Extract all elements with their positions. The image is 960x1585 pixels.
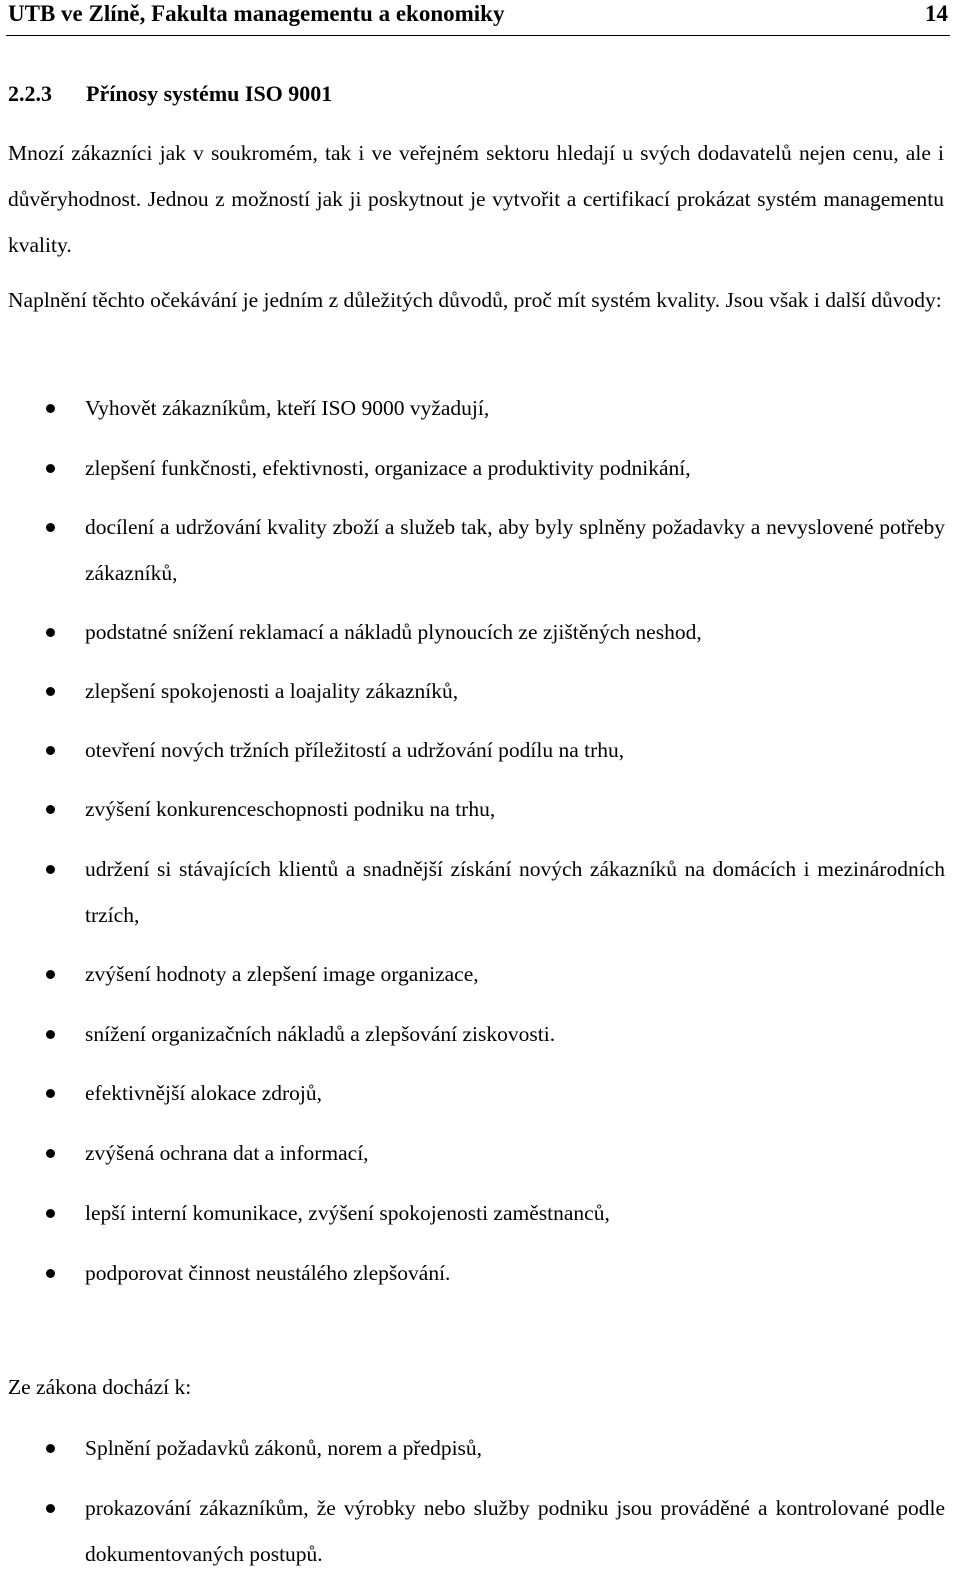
reasons-intro-paragraph: Naplnění těchto očekávání je jedním z důležitých důvodů, proč mít systém kvality. Jsou však i další důvody: [8, 288, 942, 312]
list-item-text: podporovat činnost neustálého zlepšování. [85, 1261, 451, 1285]
page-number: 14 [925, 1, 948, 26]
list-item-text: zlepšení spokojenosti a loajality zákazníků, [85, 679, 459, 703]
bullet-icon [46, 1444, 55, 1453]
bullet-icon [46, 464, 55, 473]
list-item-text: zvýšená ochrana dat a informací, [85, 1141, 369, 1165]
list-item-text: lepší interní komunikace, zvýšení spokojenosti zaměstnanců, [85, 1201, 610, 1225]
section-heading [8, 80, 332, 108]
list-item-text: otevření nových tržních příležitostí a udržování podílu na trhu, [85, 738, 625, 762]
bullet-icon [46, 1030, 55, 1039]
list-item-text: snížení organizačních nákladů a zlepšování ziskovosti. [85, 1022, 556, 1046]
bullet-icon [46, 1269, 55, 1278]
intro-paragraph: Mnozí zákazníci jak v soukromém, tak i ve veřejném sektoru hledají u svých dodavatelů nejen cenu, ale i důvěryhodnost. Jednou z možností jak ji poskytnout je vytvořit a certifikací prokázat systém managementu kvality. [8, 141, 944, 257]
law-intro-paragraph: Ze zákona dochází k: [8, 1375, 192, 1399]
header-title: UTB ve Zlíně, Fakulta managementu a ekonomiky [8, 1, 505, 26]
page-header [6, 0, 950, 36]
bullet-icon [46, 970, 55, 979]
list-item-text: podstatné snížení reklamací a nákladů plynoucích ze zjištěných neshod, [85, 620, 702, 644]
bullet-icon [46, 746, 55, 755]
list-item-text: Vyhovět zákazníkům, kteří ISO 9000 vyžadují, [85, 396, 490, 420]
bullet-icon [46, 523, 55, 532]
list-item-text: zvýšení konkurenceschopnosti podniku na trhu, [85, 797, 496, 821]
bullet-icon [46, 687, 55, 696]
bullet-icon [46, 1504, 55, 1513]
bullet-icon [46, 1089, 55, 1098]
list-item-text: udržení si stávajících klientů a snadnější získání nových zákazníků na domácích i mezinárodních trzích, [85, 857, 945, 927]
bullet-icon [46, 628, 55, 637]
bullet-icon [46, 805, 55, 814]
bullet-icon [46, 865, 55, 874]
list-item-text: Splnění požadavků zákonů, norem a předpisů, [85, 1436, 483, 1460]
list-item-text: zvýšení hodnoty a zlepšení image organizace, [85, 962, 479, 986]
section-title: Přínosy systému ISO 9001 [86, 81, 333, 106]
list-item-text: efektivnější alokace zdrojů, [85, 1081, 322, 1105]
list-item-text: prokazování zákazníkům, že výrobky nebo služby podniku jsou prováděné a kontrolované podle dokumentovaných postupů. [85, 1496, 945, 1566]
list-item-text: docílení a udržování kvality zboží a služeb tak, aby byly splněny požadavky a nevyslovené potřeby zákazníků, [85, 515, 945, 585]
section-number: 2.2.3 [8, 81, 52, 106]
bullet-icon [46, 404, 55, 413]
list-item-text: zlepšení funkčnosti, efektivnosti, organizace a produktivity podnikání, [85, 456, 691, 480]
bullet-icon [46, 1209, 55, 1218]
bullet-icon [46, 1149, 55, 1158]
